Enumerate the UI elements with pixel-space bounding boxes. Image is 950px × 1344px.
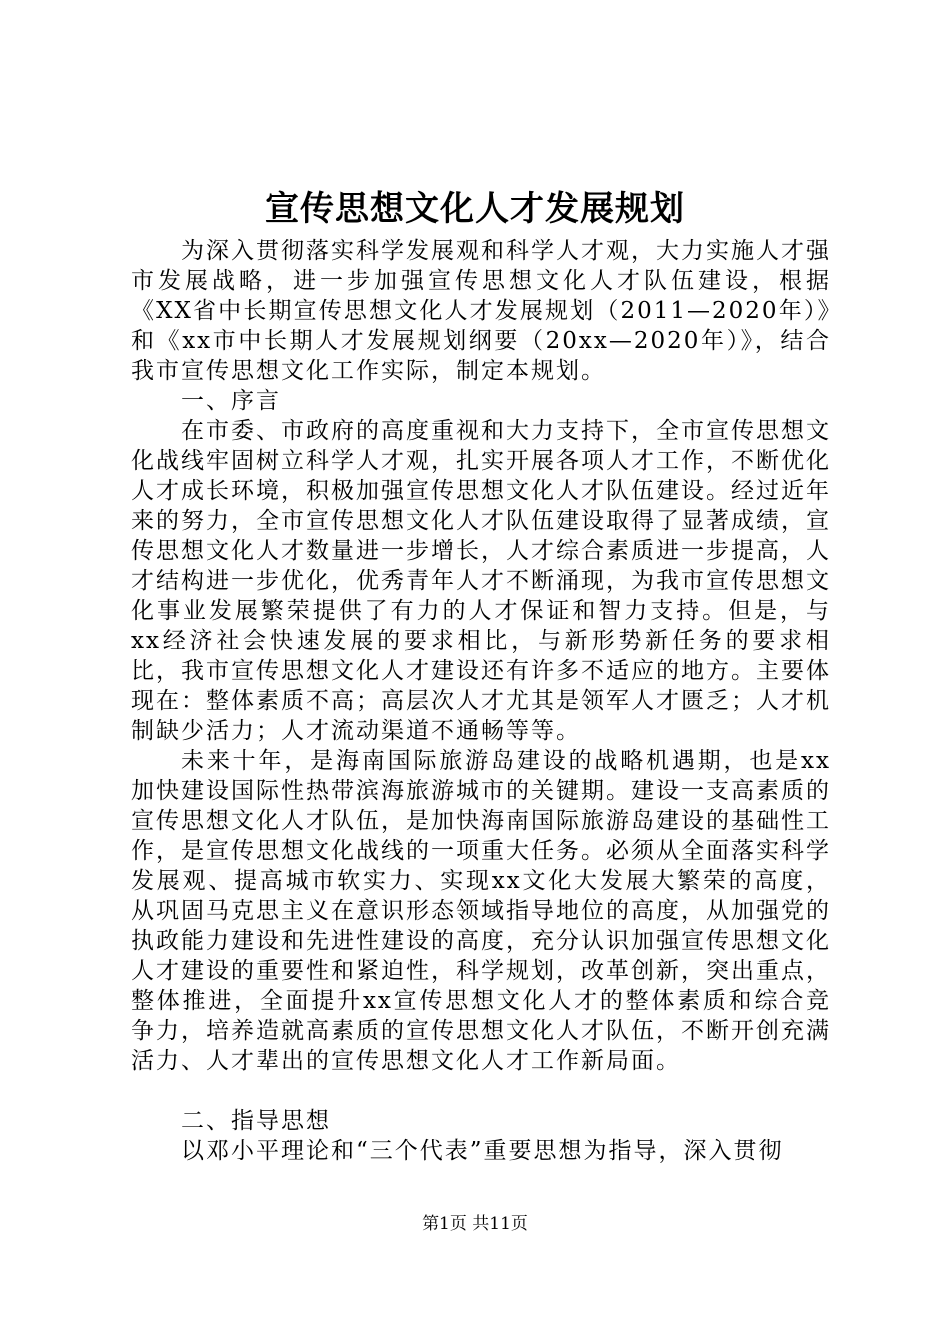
document-body (131, 236, 831, 1166)
intro-paragraph: 为深入贯彻落实科学发展观和科学人才观，大力实施人才强市发展战略，进一步加强宣传思想文化人才队伍建设，根据《XX省中长期宣传思想文化人才发展规划（2011—2020年）》和《xx市中长期人才发展规划纲要（20xx—2020年）》，结合我市宣传思想文化工作实际，制定本规划。 (131, 238, 831, 384)
guiding-ideology-paragraph: 以邓小平理论和“三个代表”重要思想为指导，深入贯彻 (181, 1138, 784, 1164)
document-title: 宣传思想文化人才发展规划 (265, 189, 685, 229)
page-footer: 第1页 共11页 (422, 1214, 528, 1234)
section-heading-preface: 一、序言 (181, 388, 281, 414)
preface-paragraph-2: 未来十年，是海南国际旅游岛建设的战略机遇期，也是xx加快建设国际性热带滨海旅游城市的关键期。建设一支高素质的宣传思想文化人才队伍，是加快海南国际旅游岛建设的基础性工作，是宣传思想文化战线的一项重大任务。必须从全面落实科学发展观、提高城市软实力、实现xx文化大发展大繁荣的高度，从巩固马克思主义在意识形态领域指导地位的高度，从加强党的执政能力建设和先进性建设的高度，充分认识加强宣传思想文化人才建设的重要性和紧迫性，科学规划，改革创新，突出重点，整体推进，全面提升xx宣传思想文化人才的整体素质和综合竞争力，培养造就高素质的宣传思想文化人才队伍，不断开创充满活力、人才辈出的宣传思想文化人才工作新局面。 (131, 748, 831, 1074)
preface-paragraph-1: 在市委、市政府的高度重视和大力支持下，全市宣传思想文化战线牢固树立科学人才观，扎实开展各项人才工作，不断优化人才成长环境，积极加强宣传思想文化人才队伍建设。经过近年来的努力，全市宣传思想文化人才队伍建设取得了显著成绩，宣传思想文化人才数量进一步增长，人才综合素质进一步提高，人才结构进一步优化，优秀青年人才不断涌现，为我市宣传思想文化事业发展繁荣提供了有力的人才保证和智力支持。但是，与xx经济社会快速发展的要求相比，与新形势新任务的要求相比，我市宣传思想文化人才建设还有许多不适应的地方。主要体现在：整体素质不高；高层次人才尤其是领军人才匮乏；人才机制缺少活力；人才流动渠道不通畅等等。 (131, 418, 831, 744)
section-heading-guiding-ideology: 二、指导思想 (181, 1108, 331, 1134)
paragraph-gap (131, 1076, 831, 1106)
